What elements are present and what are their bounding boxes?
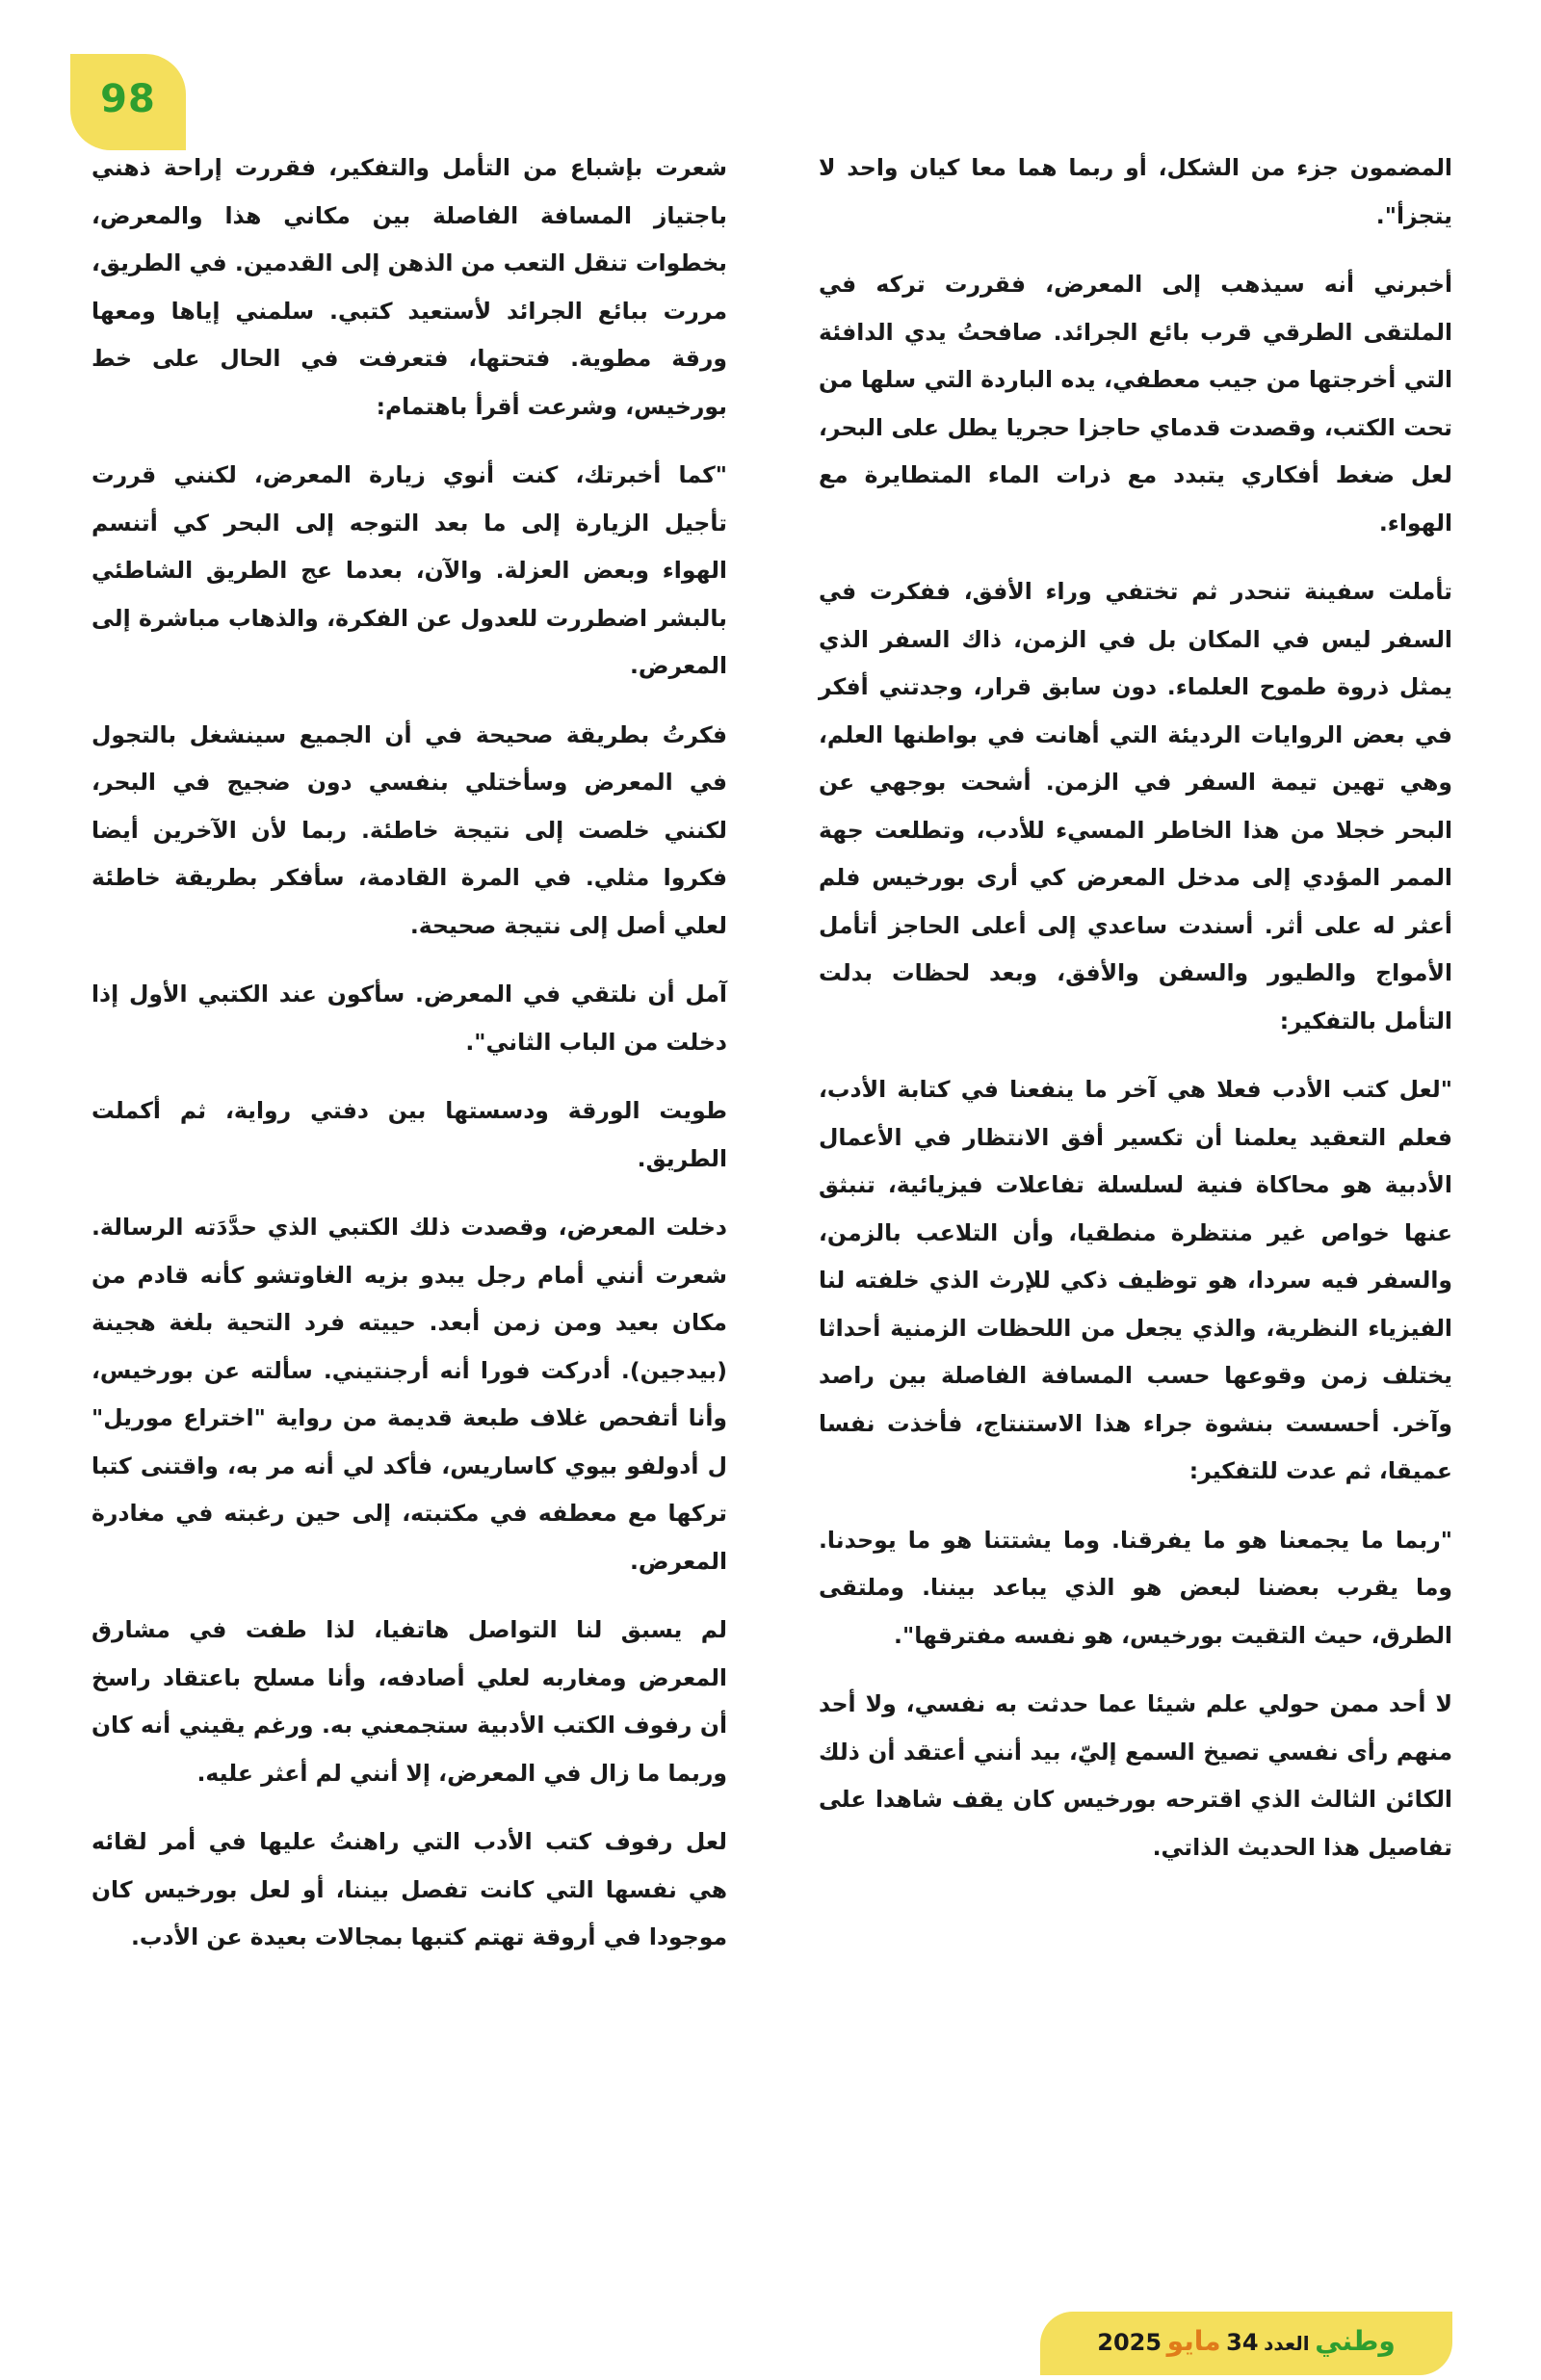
paragraph: "ربما ما يجمعنا هو ما يفرقنا. وما يشتتنا هو ما يوحدنا. وما يقرب بعضنا لبعض هو الذي يباعد بيننا. وملتقى الطرق، حيث التقيت بورخيس، هو نفسه مفترقها". [819,1526,1452,1649]
paragraph: أخبرني أنه سيذهب إلى المعرض، فقررت تركه في الملتقى الطرقي قرب بائع الجرائد. صافحتُ يدي الدافئة التي أخرجتها من جيب معطفي، يده الباردة التي سلها من تحت الكتب، وقصدت قدماي حاجزا حجريا يطل على البحر، لعل ضغط أفكاري يتبدد مع ذرات الماء المتطايرة مع الهواء. [819,271,1452,536]
paragraph: فكرتُ بطريقة صحيحة في أن الجميع سينشغل بالتجول في المعرض وسأختلي بنفسي دون ضجيج في البحر، لكنني خلصت إلى نتيجة خاطئة. ربما لأن الآخرين أيضا فكروا مثلي. في المرة القادمة، سأفكر بطريقة خاطئة لعلي أصل إلى نتيجة صحيحة. [91,720,727,939]
paragraph: لا أحد ممن حولي علم شيئا عما حدثت به نفسي، ولا أحد منهم رأى نفسي تصيخ السمع إليّ، بيد أنني أعتقد أن ذلك الكائن الثالث الذي اقترحه بورخيس كان يقف شاهدا على تفاصيل هذا الحديث الذاتي. [819,1690,1452,1861]
article-column-right [819,144,1452,1893]
issue-year: 2025 [1097,2329,1162,2356]
article-column-left [91,144,727,1983]
paragraph: دخلت المعرض، وقصدت ذلك الكتبي الذي حدَّدَته الرسالة. شعرت أنني أمام رجل يبدو بزيه الغاوتشو كأنه قادم من مكان بعيد ومن زمن أبعد. حييته فرد التحية بلغة هجينة (بيدجين). أدركت فورا أنه أرجنتيني. سألته عن بورخيس، وأنا أتفحص غلاف طبعة قديمة من رواية "اختراع موريل" ل أدولفو بيوي كاساريس، فأكد لي أنه مر به، واقتنى كتبا تركها مع معطفه في مكتبته، إلى حين رغبته في مغادرة المعرض. [91,1214,727,1575]
paragraph: "لعل كتب الأدب فعلا هي آخر ما ينفعنا في كتابة الأدب، فعلم التعقيد يعلمنا أن تكسير أفق الانتظار في الأعمال الأدبية هو محاكاة فنية لسلسلة تفاعلات فيزيائية، تنبثق عنها خواص غير منتظرة منطقيا، وأن التلاعب بالزمن، والسفر فيه سردا، هو توظيف ذكي للإرث الذي خلفته لنا الفيزياء النظرية، والذي يجعل من اللحظات الزمنية أحداثا يختلف زمن وقوعها حسب المسافة الفاصلة بين راصد وآخر. أحسست بنشوة جراء هذا الاستنتاج، فأخذت نفسا عميقا، ثم عدت للتفكير: [819,1076,1452,1484]
paragraph: شعرت بإشباع من التأمل والتفكير، فقررت إراحة ذهني باجتياز المسافة الفاصلة بين مكاني هذا والمعرض، بخطوات تنقل التعب من الذهن إلى القدمين. في الطريق، مررت ببائع الجرائد لأستعيد كتبي. سلمني إياها ومعها ورقة مطوية. فتحتها، فتعرفت في الحال على خط بورخيس، وشرعت أقرأ باهتمام: [91,154,727,420]
paragraph: تأملت سفينة تنحدر ثم تختفي وراء الأفق، ففكرت في السفر ليس في المكان بل في الزمن، ذاك السفر الذي يمثل ذروة طموح العلماء. دون سابق قرار، وجدتني أفكر في بعض الروايات الرديئة التي أهانت في بواطنها العلم، وهي تهين تيمة السفر في الزمن. أشحت بوجهي عن البحر خجلا من هذا الخاطر المسيء للأدب، وتطلعت جهة الممر المؤدي إلى مدخل المعرض كي أرى بورخيس فلم أعثر له على أثر. أسندت ساعدي إلى أعلى الحاجز أتأمل الأمواج والطيور والسفن والأفق، وبعد لحظات بدلت التأمل بالتفكير: [819,578,1452,1034]
paragraph: "كما أخبرتك، كنت أنوي زيارة المعرض، لكنني قررت تأجيل الزيارة إلى ما بعد التوجه إلى البحر كي أتنسم الهواء وبعض العزلة. والآن، بعدما عج الطريق الشاطئي بالبشر اضطررت للعدول عن الفكرة، والذهاب مباشرة إلى المعرض. [91,461,727,679]
page-number: 98 [100,77,156,121]
issue-label: العدد [1264,2332,1310,2355]
footer-issue-info [1040,2325,1452,2357]
paragraph: طويت الورقة ودسستها بين دفتي رواية، ثم أكملت الطريق. [91,1097,727,1172]
magazine-name: وطني [1315,2325,1396,2357]
paragraph: لم يسبق لنا التواصل هاتفيا، لذا طفت في مشارق المعرض ومغاربه لعلي أصادفه، وأنا مسلح باعتقاد راسخ أن رفوف الكتب الأدبية ستجمعني به. ورغم يقيني أنه كان وربما ما زال في المعرض، إلا أنني لم أعثر عليه. [91,1616,727,1787]
issue-month: مايو [1166,2325,1221,2357]
issue-number: 34 [1226,2329,1259,2356]
paragraph: آمل أن نلتقي في المعرض. سأكون عند الكتبي الأول إذا دخلت من الباب الثاني". [91,981,727,1056]
paragraph: المضمون جزء من الشكل، أو ربما هما معا كيان واحد لا يتجزأ". [819,154,1452,229]
paragraph: لعل رفوف كتب الأدب التي راهنتُ عليها في أمر لقائه هي نفسها التي كانت تفصل بيننا، أو لعل بورخيس كان موجودا في أروقة تهتم كتبها بمجالات بعيدة عن الأدب. [91,1828,727,1950]
